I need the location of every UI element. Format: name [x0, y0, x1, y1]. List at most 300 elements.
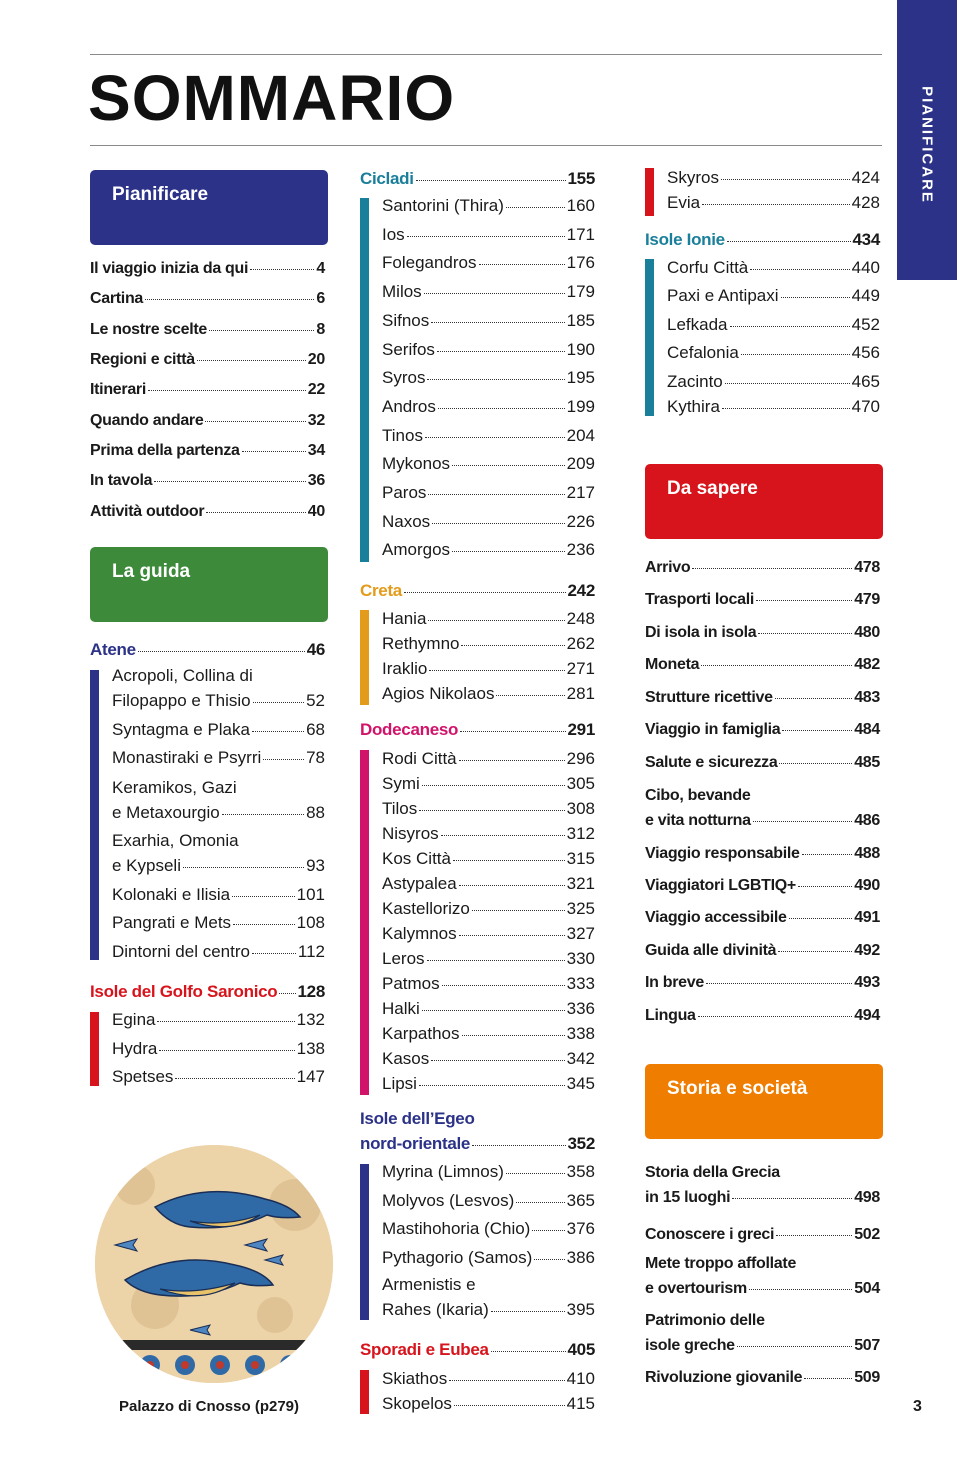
- entry-page: 342: [566, 1049, 595, 1068]
- toc-entry: [382, 1394, 595, 1414]
- entry-page: 128: [297, 982, 325, 1001]
- leader-dots: [779, 763, 852, 764]
- entry-page: 291: [567, 720, 595, 739]
- entry-page: 498: [854, 1189, 880, 1206]
- toc-entry: [90, 411, 325, 430]
- entry-page: 456: [851, 343, 880, 362]
- entry-label: Tinos: [382, 425, 423, 445]
- entry-label: Syros: [382, 368, 426, 388]
- entry-label: Lefkada: [667, 315, 728, 334]
- leader-dots: [424, 293, 565, 294]
- entry-page: 405: [567, 1340, 595, 1359]
- entry-label: Rahes (Ikaria): [382, 1300, 489, 1319]
- toc-entry: [382, 659, 595, 679]
- toc-entry: [645, 1188, 880, 1207]
- toc-entry: [382, 899, 595, 919]
- toc-entry: [90, 259, 325, 278]
- entry-page: 68: [306, 720, 325, 739]
- entry-page: 338: [566, 1024, 595, 1043]
- toc-entry: [382, 774, 595, 794]
- title-rule: [90, 145, 882, 146]
- leader-dots: [454, 1405, 565, 1406]
- entry-page: 312: [566, 824, 595, 843]
- entry-page: 101: [296, 885, 325, 904]
- section-creta: [360, 581, 595, 601]
- entry-label: Le nostre scelte: [90, 321, 208, 338]
- entry-page: 490: [854, 877, 880, 894]
- toc-entry: [90, 289, 325, 308]
- leader-dots: [722, 408, 850, 409]
- entry-page: 112: [297, 942, 325, 961]
- leader-dots: [425, 437, 565, 438]
- toc-entry: [382, 1219, 595, 1239]
- toc-entry: [90, 380, 325, 399]
- leader-dots: [222, 814, 304, 815]
- entry-page: 483: [854, 689, 880, 706]
- toc-entry: [382, 849, 595, 869]
- leader-dots: [159, 1050, 294, 1051]
- toc-entry: [382, 749, 595, 769]
- toc-entry: [645, 623, 880, 642]
- entry-page: 8: [316, 321, 325, 338]
- leader-dots: [197, 360, 306, 361]
- entry-label: Di isola in isola: [645, 624, 757, 641]
- leader-dots: [459, 760, 565, 761]
- entry-label: Skiathos: [382, 1369, 448, 1388]
- entry-label: Kasos: [382, 1049, 430, 1068]
- leader-dots: [798, 886, 852, 887]
- entry-label: Folegandros: [382, 253, 477, 273]
- leader-dots: [145, 299, 314, 300]
- entry-page: 449: [851, 286, 880, 305]
- entry-label-line1: Patrimonio delle: [645, 1312, 765, 1329]
- leader-dots: [460, 731, 565, 732]
- leader-dots: [427, 960, 565, 961]
- toc-entry: [382, 512, 595, 532]
- leader-dots: [441, 835, 565, 836]
- entry-label: Viaggio accessibile: [645, 909, 787, 926]
- toc-entry: [112, 1039, 325, 1059]
- entry-label: Egina: [112, 1010, 156, 1029]
- toc-entry: [382, 225, 595, 245]
- entry-label: Zacinto: [667, 372, 723, 391]
- leader-dots: [727, 241, 851, 242]
- entry-label: Rodi Città: [382, 749, 457, 768]
- leader-dots: [154, 481, 306, 482]
- entry-page: 315: [566, 849, 595, 868]
- leader-dots: [183, 867, 304, 868]
- toc-entry: [382, 949, 595, 969]
- header-da-sapere: Da sapere: [645, 464, 883, 539]
- toc-entry: [645, 753, 880, 772]
- entry-page: 494: [854, 1007, 880, 1024]
- leader-dots: [461, 645, 564, 646]
- entry-page: 108: [296, 913, 325, 932]
- leader-dots: [753, 821, 852, 822]
- leader-dots: [491, 1311, 565, 1312]
- leader-dots: [422, 785, 565, 786]
- entry-page: 88: [306, 803, 325, 822]
- entry-label: e Kypseli: [112, 856, 181, 875]
- entry-label: In breve: [645, 974, 704, 991]
- entry-label: Lingua: [645, 1007, 696, 1024]
- entry-label-line1: Acropoli, Collina di: [112, 666, 253, 685]
- toc-entry: [382, 282, 595, 302]
- entry-label: Cicladi: [360, 169, 414, 188]
- toc-entry: [90, 502, 325, 521]
- entry-label: Dintorni del centro: [112, 942, 250, 961]
- entry-page: 281: [566, 684, 595, 703]
- entry-page: 147: [296, 1067, 325, 1086]
- toc-entry: [382, 999, 595, 1019]
- toc-entry: [382, 1369, 595, 1389]
- toc-entry: [645, 908, 880, 927]
- entry-page: 195: [566, 368, 595, 388]
- leader-dots: [205, 421, 305, 422]
- toc-entry: [382, 368, 595, 388]
- leader-dots: [428, 494, 564, 495]
- entry-label: Conoscere i greci: [645, 1226, 775, 1243]
- toc-entry: [382, 1162, 595, 1182]
- entry-label: Dodecaneso: [360, 720, 459, 739]
- entry-page: 424: [851, 168, 880, 187]
- entry-page: 262: [566, 634, 595, 653]
- entry-label: Viaggio in famiglia: [645, 721, 781, 738]
- entry-label: Patmos: [382, 974, 440, 993]
- entry-label: Pythagorio (Samos): [382, 1248, 533, 1267]
- leader-dots: [741, 354, 850, 355]
- entry-label-line1: Isole dell’Egeo: [360, 1109, 475, 1128]
- entry-page: 440: [851, 258, 880, 277]
- leader-dots: [438, 408, 565, 409]
- entry-page: 176: [566, 253, 595, 273]
- entry-label: Halki: [382, 999, 420, 1018]
- leader-dots: [706, 983, 852, 984]
- entry-page: 502: [854, 1226, 880, 1243]
- entry-label: Agios Nikolaos: [382, 684, 495, 703]
- leader-dots: [459, 885, 565, 886]
- leader-dots: [778, 951, 852, 952]
- leader-dots: [253, 702, 304, 703]
- entry-label: Kos Città: [382, 849, 451, 868]
- entry-page: 78: [306, 748, 325, 767]
- entry-page: 507: [854, 1337, 880, 1354]
- entry-label: Atene: [90, 640, 136, 659]
- entry-page: 190: [566, 339, 595, 359]
- leader-dots: [776, 1235, 852, 1236]
- leader-dots: [802, 854, 853, 855]
- leader-dots: [730, 326, 850, 327]
- entry-label: Nisyros: [382, 824, 439, 843]
- entry-label: Itinerari: [90, 381, 146, 398]
- toc-entry: [382, 974, 595, 994]
- entry-page: 217: [566, 483, 595, 502]
- entry-page: 478: [854, 559, 880, 576]
- toc-entry: [112, 691, 325, 711]
- entry-page: 452: [851, 315, 880, 334]
- leader-dots: [442, 985, 565, 986]
- leader-dots: [431, 322, 564, 323]
- toc-entry: [667, 343, 880, 363]
- entry-label: Quando andare: [90, 412, 204, 429]
- entry-label-line1: Armenistis e: [382, 1275, 476, 1294]
- section-atene: [90, 640, 325, 660]
- entry-label: Creta: [360, 581, 402, 600]
- leader-dots: [749, 1289, 852, 1290]
- entry-label: Attività outdoor: [90, 503, 205, 520]
- leader-dots: [206, 512, 306, 513]
- entry-label: Arrivo: [645, 559, 691, 576]
- entry-page: 22: [307, 381, 325, 398]
- entry-page: 93: [306, 856, 325, 875]
- entry-page: 336: [566, 999, 595, 1018]
- entry-page: 358: [566, 1162, 595, 1181]
- entry-label: Leros: [382, 949, 425, 968]
- entry-page: 509: [854, 1369, 880, 1386]
- entry-label: Tilos: [382, 799, 418, 818]
- entry-label: Syntagma e Plaka: [112, 720, 250, 739]
- entry-label: e vita notturna: [645, 812, 751, 829]
- toc-entry: [645, 973, 880, 992]
- entry-label-line1: Keramikos, Gazi: [112, 778, 237, 797]
- entry-label: Rivoluzione giovanile: [645, 1369, 803, 1386]
- leader-dots: [732, 1198, 852, 1199]
- entry-label: Spetses: [112, 1067, 174, 1086]
- entry-label: Rethymno: [382, 634, 460, 653]
- leader-dots: [506, 207, 565, 208]
- toc-entry: [645, 590, 880, 609]
- entry-label: Milos: [382, 282, 422, 302]
- entry-page: 485: [854, 754, 880, 771]
- entry-label: Kythira: [667, 397, 720, 416]
- entry-page: 20: [307, 351, 325, 368]
- entry-page: 52: [306, 691, 325, 710]
- section-bar-dodecaneso: [360, 750, 369, 1095]
- leader-dots: [279, 993, 295, 994]
- leader-dots: [252, 731, 304, 732]
- entry-page: 465: [851, 372, 880, 391]
- entry-label: isole greche: [645, 1337, 735, 1354]
- page-title: SOMMARIO: [88, 62, 456, 134]
- entry-page: 160: [566, 196, 595, 215]
- leader-dots: [692, 568, 852, 569]
- toc-entry: [112, 1067, 325, 1087]
- entry-label: Filopappo e Thisio: [112, 691, 251, 710]
- leader-dots: [702, 204, 850, 205]
- entry-page: 4: [316, 260, 325, 277]
- toc-entry: [382, 426, 595, 446]
- entry-page: 305: [566, 774, 595, 793]
- leader-dots: [516, 1202, 564, 1203]
- entry-page: 428: [851, 193, 880, 212]
- entry-label: Iraklio: [382, 659, 428, 678]
- section-sporadi: [360, 1340, 595, 1360]
- leader-dots: [781, 297, 850, 298]
- entry-page: 179: [566, 282, 595, 302]
- toc-entry: [382, 684, 595, 704]
- leader-dots: [701, 665, 852, 666]
- toc-entry: [645, 688, 880, 707]
- leader-dots: [737, 1346, 852, 1347]
- section-egeo: [360, 1134, 595, 1154]
- leader-dots: [479, 264, 565, 265]
- leader-dots: [263, 759, 304, 760]
- toc-entry: [667, 372, 880, 392]
- entry-page: 493: [854, 974, 880, 991]
- toc-entry: [112, 856, 325, 876]
- section-bar-creta: [360, 610, 369, 705]
- side-tab-label: PIANIFICARE: [918, 86, 936, 204]
- entry-label-line1: Cibo, bevande: [645, 787, 751, 804]
- page-number: 3: [913, 1398, 922, 1415]
- leader-dots: [496, 695, 564, 696]
- header-storia-societa: Storia e società: [645, 1064, 883, 1139]
- leader-dots: [419, 1085, 565, 1086]
- entry-label: Mastihohoria (Chio): [382, 1219, 531, 1238]
- toc-entry: [645, 720, 880, 739]
- entry-page: 32: [307, 412, 325, 429]
- leader-dots: [459, 935, 565, 936]
- entry-page: 376: [566, 1219, 595, 1238]
- section-side-tab: [897, 0, 957, 280]
- toc-entry: [667, 397, 880, 417]
- leader-dots: [532, 1230, 564, 1231]
- toc-entry: [667, 286, 880, 306]
- entry-label: Salute e sicurezza: [645, 754, 778, 771]
- entry-label: Molyvos (Lesvos): [382, 1191, 515, 1210]
- leader-dots: [175, 1078, 294, 1079]
- entry-page: 434: [852, 230, 880, 249]
- entry-page: 415: [566, 1394, 595, 1413]
- toc-entry: [667, 193, 880, 213]
- entry-page: 226: [566, 511, 595, 531]
- entry-page: 6: [316, 290, 325, 307]
- toc-entry: [382, 634, 595, 654]
- leader-dots: [506, 1173, 565, 1174]
- header-la-guida: La guida: [90, 547, 328, 622]
- leader-dots: [804, 1378, 852, 1379]
- entry-page: 296: [566, 749, 595, 768]
- leader-dots: [775, 698, 853, 699]
- entry-label: Cartina: [90, 290, 144, 307]
- leader-dots: [756, 600, 852, 601]
- leader-dots: [698, 1016, 853, 1017]
- entry-page: 470: [851, 397, 880, 416]
- entry-page: 386: [566, 1248, 595, 1267]
- entry-page: 155: [567, 169, 595, 188]
- entry-label: Sporadi e Eubea: [360, 1340, 489, 1359]
- entry-page: 352: [567, 1134, 595, 1153]
- toc-entry: [90, 471, 325, 490]
- section-bar-cicladi: [360, 198, 369, 562]
- toc-entry: [645, 941, 880, 960]
- toc-entry: [382, 1248, 595, 1268]
- leader-dots: [491, 1351, 566, 1352]
- entry-label: Skyros: [667, 168, 719, 187]
- entry-page: 271: [566, 659, 595, 678]
- top-rule: [90, 54, 882, 55]
- leader-dots: [437, 351, 565, 352]
- entry-page: 204: [566, 425, 595, 445]
- leader-dots: [721, 179, 850, 180]
- leader-dots: [431, 1060, 564, 1061]
- toc-entry: [382, 311, 595, 331]
- entry-label: Kalymnos: [382, 924, 457, 943]
- toc-entry: [667, 168, 880, 188]
- section-bar-saronico: [90, 1012, 99, 1086]
- toc-entry: [90, 441, 325, 460]
- entry-label: Sifnos: [382, 310, 430, 330]
- toc-entry: [112, 803, 325, 823]
- entry-label: In tavola: [90, 472, 153, 489]
- toc-entry: [382, 924, 595, 944]
- entry-page: 482: [854, 656, 880, 673]
- entry-label: Isole del Golfo Saronico: [90, 982, 278, 1001]
- toc-entry: [382, 483, 595, 503]
- entry-page: 333: [566, 974, 595, 993]
- leader-dots: [209, 330, 314, 331]
- toc-entry: [645, 1225, 880, 1244]
- entry-page: 491: [854, 909, 880, 926]
- toc-entry: [645, 1006, 880, 1025]
- entry-label-line1: Mete troppo affollate: [645, 1255, 797, 1272]
- entry-label: Andros: [382, 396, 436, 416]
- entry-page: 504: [854, 1280, 880, 1297]
- entry-label: Hydra: [112, 1039, 158, 1058]
- entry-label: Astypalea: [382, 874, 457, 893]
- entry-label: Paros: [382, 483, 427, 502]
- entry-page: 132: [296, 1010, 325, 1029]
- knossos-dolphin-fresco: [95, 1145, 333, 1383]
- entry-page: 484: [854, 721, 880, 738]
- leader-dots: [534, 1259, 564, 1260]
- entry-label: Santorini (Thira): [382, 196, 504, 215]
- entry-page: 40: [307, 503, 325, 520]
- entry-page: 321: [566, 874, 595, 893]
- entry-label: Mykonos: [382, 454, 451, 474]
- entry-label: Evia: [667, 193, 701, 212]
- entry-page: 46: [306, 640, 325, 659]
- section-bar-atene: [90, 670, 99, 960]
- leader-dots: [472, 910, 565, 911]
- toc-entry: [382, 824, 595, 844]
- entry-page: 410: [566, 1369, 595, 1388]
- entry-label: Isole Ionie: [645, 230, 725, 249]
- entry-page: 242: [567, 581, 595, 600]
- entry-label: Guida alle divinità: [645, 942, 777, 959]
- entry-page: 486: [854, 812, 880, 829]
- leader-dots: [422, 1010, 565, 1011]
- entry-page: 479: [854, 591, 880, 608]
- entry-label: Hania: [382, 609, 427, 628]
- toc-entry: [645, 844, 880, 863]
- entry-label: Prima della partenza: [90, 442, 240, 459]
- leader-dots: [725, 383, 850, 384]
- toc-entry: [382, 1074, 595, 1094]
- leader-dots: [453, 860, 565, 861]
- section-ionie: [645, 230, 880, 250]
- leader-dots: [232, 896, 295, 897]
- entry-label: Cefalonia: [667, 343, 739, 362]
- header-pianificare: Pianificare: [90, 170, 328, 245]
- section-dodecaneso: [360, 720, 595, 740]
- toc-entry: [382, 397, 595, 417]
- entry-page: 34: [307, 442, 325, 459]
- image-caption: Palazzo di Cnosso (p279): [118, 1398, 300, 1415]
- toc-entry: [645, 811, 880, 830]
- entry-label: Moneta: [645, 656, 700, 673]
- toc-entry: [382, 253, 595, 273]
